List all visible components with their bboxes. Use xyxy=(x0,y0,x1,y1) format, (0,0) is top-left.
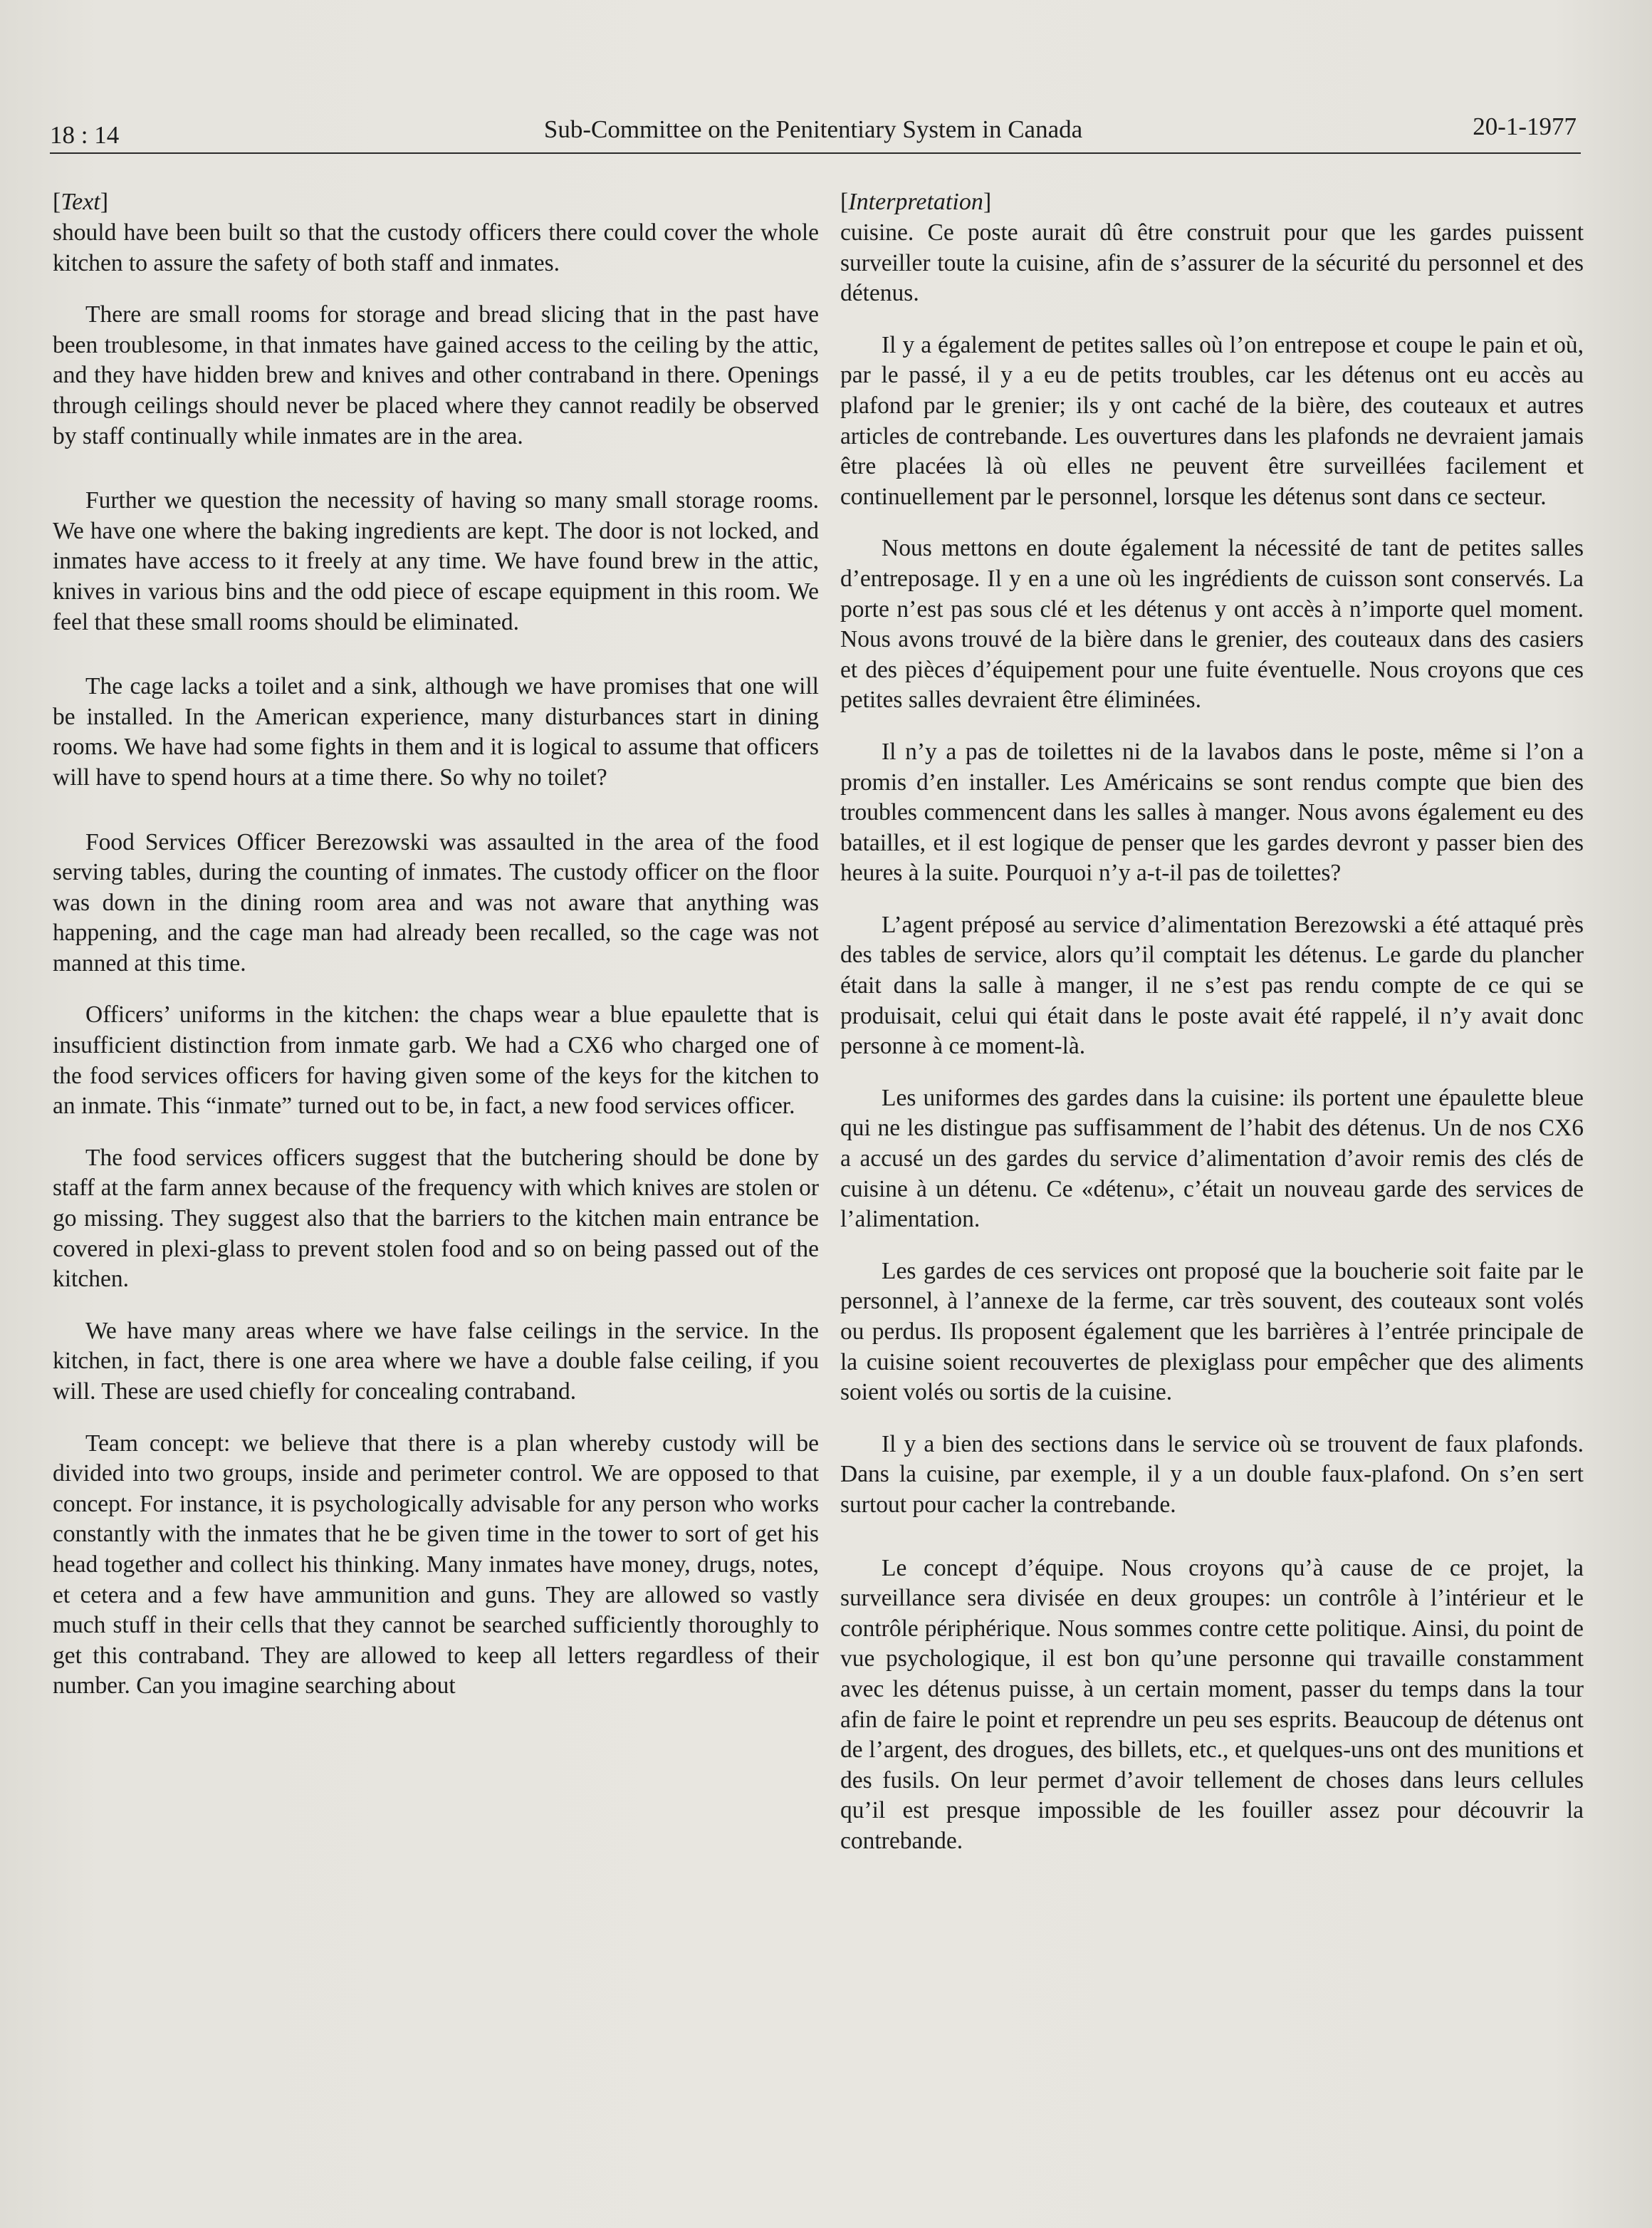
paragraph: L’agent préposé au service d’alimentation Berezowski a été attaqué près des tables de service, alors qu’il comptait les détenus. Le garde du plancher était dans la salle à manger, il ne s’est pas rendu compte de ce qui se produisait, celui qui était dans le poste avait été rappelé, il n’y avait donc personne à ce moment-là. xyxy=(840,911,1584,1060)
paragraph: Team concept: we believe that there is a plan whereby custody will be divided into two groups, inside and perimeter control. We are opposed to that concept. For instance, it is psychologically advisable for any person who works constantly with the inmates that he be given time in the tower to sort of get his head together and collect his thinking. Many inmates have money, drugs, notes, et cetera and a few have ammunition and guns. They are allowed so vastly much stuff in their cells that they cannot be searched sufficiently thoroughly to get this contraband. They are allowed to keep all letters regardless of their number. Can you imagine searching about xyxy=(53,1430,819,1699)
english-text-column xyxy=(53,187,819,1723)
french-interpretation-column xyxy=(840,187,1584,1878)
paragraph: Il y a bien des sections dans le service où se trouvent de faux plafonds. Dans la cuisine, par exemple, il y a un double faux-plafond. On s’en sert surtout pour cacher la contrebande. xyxy=(840,1430,1584,1518)
paragraph: Il n’y a pas de toilettes ni de la lavabos dans le poste, même si l’on a promis d’en installer. Les Américains se sont rendus compte que bien des troubles commencent dans les salles à manger. Nous avons également eu des batailles, et il est logique de penser que les gardes devront y passer bien des heures à la suite. Pourquoi n’y a-t-il pas de toilettes? xyxy=(840,738,1584,887)
paragraph: cuisine. Ce poste aurait dû être construit pour que les gardes puissent surveiller toute la cuisine, afin de s’assurer de la sécurité du personnel et des détenus. xyxy=(840,219,1584,307)
document-title: Sub-Committee on the Penitentiary System in Canada xyxy=(543,115,1083,143)
column-heading-text: [Text] xyxy=(53,189,109,215)
page-number: 18 : 14 xyxy=(50,121,120,149)
paragraph: Officers’ uniforms in the kitchen: the chaps wear a blue epaulette that is insufficient distinction from inmate garb. We had a CX6 who charged one of the food services officers for having given some of the keys for the kitchen to an inmate. This “inmate” turned out to be, in fact, a new food services officer. xyxy=(53,1001,819,1120)
column-heading-interpretation: [Interpretation] xyxy=(840,189,992,215)
paragraph: The cage lacks a toilet and a sink, although we have promises that one will be installed. In the American experience, many disturbances start in dining rooms. We have had some fights in them and it is logical to assume that officers will have to spend hours at a time there. So why no toilet? xyxy=(53,673,819,791)
document-date: 20-1-1977 xyxy=(1473,113,1577,140)
paragraph: Further we question the necessity of having so many small storage rooms. We have one where the baking ingredients are kept. The door is not locked, and inmates have access to it freely at any time. We have found brew in the attic, knives in various bins and the odd piece of escape equipment in this room. We feel that these small rooms should be eliminated. xyxy=(53,487,819,635)
paragraph: Nous mettons en doute également la nécessité de tant de petites salles d’entreposage. Il y en a une où les ingrédients de cuisson sont conservés. La porte n’est pas sous clé et les détenus y ont accès à n’importe quel moment. Nous avons trouvé de la bière dans le grenier, des couteaux dans des casiers et des pièces d’équipement pour une fuite éventuelle. Nous croyons que ces petites salles devraient être éliminées. xyxy=(840,535,1584,714)
paragraph: Les uniformes des gardes dans la cuisine: ils portent une épaulette bleue qui ne les distingue pas suffisamment de l’habit des détenus. Un de nos CX6 a accusé un des gardes du service d’alimentation d’avoir remis des clés de cuisine à un détenu. Ce «détenu», c’était un nouveau garde des services de l’alimentation. xyxy=(840,1084,1584,1233)
header-divider xyxy=(50,152,1581,154)
paragraph: Food Services Officer Berezowski was assaulted in the area of the food serving tables, during the counting of inmates. The custody officer on the floor was down in the dining room area and was not aware that anything was happening, and the cage man had already been recalled, so the cage was not manned at this time. xyxy=(53,828,819,977)
paragraph: should have been built so that the custody officers there could cover the whole kitchen to assure the safety of both staff and inmates. xyxy=(53,219,819,276)
paragraph: Il y a également de petites salles où l’on entrepose et coupe le pain et où, par le passé, il y a eu de petits troubles, car les détenus ont eu accès au plafond par le grenier; ils y ont caché de la bière, des couteaux et autres articles de contrebande. Les ouvertures dans les plafonds ne devraient jamais être placées là où elles ne peuvent être surveillées facilement et continuellement par le personnel, lorsque les détenus sont dans ce secteur. xyxy=(840,331,1584,510)
paragraph: Le concept d’équipe. Nous croyons qu’à cause de ce projet, la surveillance sera divisée en deux groupes: un contrôle à l’intérieur et le contrôle périphérique. Nous sommes contre cette politique. Ainsi, du point de vue psychologique, il est bon qu’une personne qui travaille constamment avec les détenus puisse, à un certain moment, passer du temps dans la tour afin de faire le point et reprendre un peu ses esprits. Beaucoup de détenus ont de l’argent, des drogues, des billets, etc., et quelques-uns ont des munitions et des fusils. On leur permet d’avoir tellement de choses dans leurs cellules qu’il est presque impossible de les fouiller assez pour découvrir la contrebande. xyxy=(840,1554,1584,1854)
paragraph: We have many areas where we have false ceilings in the service. In the kitchen, in fact, there is one area where we have a double false ceiling, if you will. These are used chiefly for concealing contraband. xyxy=(53,1317,819,1405)
page-header xyxy=(50,105,1577,155)
paragraph: There are small rooms for storage and bread slicing that in the past have been troublesome, in that inmates have gained access to the ceiling by the attic, and they have hidden brew and knives and other contraband in there. Openings through ceilings should never be placed where they cannot readily be observed by staff continually while inmates are in the area. xyxy=(53,301,819,449)
paragraph: Les gardes de ces services ont proposé que la boucherie soit faite par le personnel, à l’annexe de la ferme, car très souvent, des couteaux sont volés ou perdus. Ils proposent également que les barrières à l’entrée principale de la cuisine soient recouvertes de plexiglass pour empêcher que des aliments soient volés ou sortis de la cuisine. xyxy=(840,1257,1584,1406)
column-heading-text-label: Text xyxy=(61,189,100,215)
column-heading-interpretation-label: Interpretation xyxy=(848,189,983,215)
paragraph: The food services officers suggest that the butchering should be done by staff at the farm annex because of the frequency with which knives are stolen or go missing. They suggest also that the barriers to the kitchen main entrance be covered in plexi-glass to prevent stolen food and so on being passed out of the kitchen. xyxy=(53,1144,819,1293)
